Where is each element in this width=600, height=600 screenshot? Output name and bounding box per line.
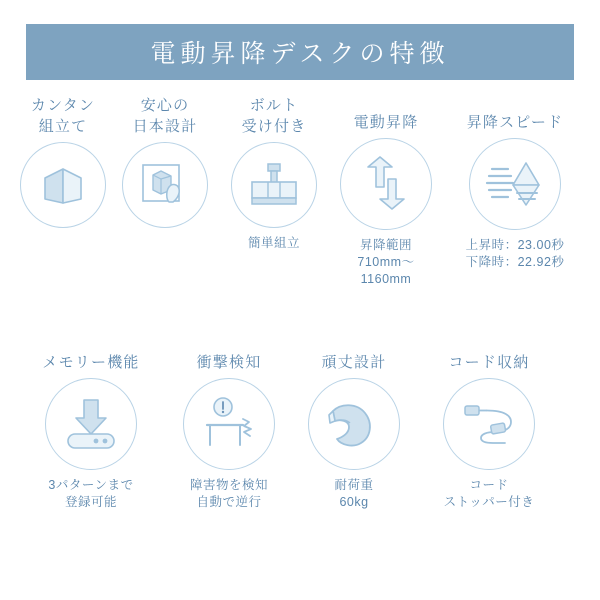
feature-caption-line1: 3パターンまで bbox=[48, 478, 134, 492]
feature-label-line1: 電動昇降 bbox=[353, 114, 419, 131]
feature-label-line1: カンタン bbox=[30, 97, 96, 114]
feature-caption-line2: ストッパー付き bbox=[443, 495, 535, 509]
feature-label-line1: 頑丈設計 bbox=[321, 354, 387, 371]
feature-icon-circle bbox=[183, 378, 275, 470]
feature-caption-line2: 登録可能 bbox=[64, 495, 117, 509]
feature-label-line1: 安心の bbox=[140, 97, 190, 114]
feature-caption-line2: 60kg bbox=[339, 495, 369, 509]
feature-caption-line1: コード bbox=[469, 478, 509, 492]
feature-label-line2: 組立て bbox=[38, 118, 88, 135]
box-design-icon bbox=[136, 157, 194, 213]
feature-label-line2: 日本設計 bbox=[132, 118, 198, 135]
feature-icon-circle bbox=[45, 378, 137, 470]
feature-label-line1: コード収納 bbox=[448, 354, 530, 371]
feature-collision-detection bbox=[168, 352, 290, 511]
feature-easy-assembly bbox=[8, 95, 118, 228]
speed-arrows-icon bbox=[484, 155, 546, 213]
up-down-arrow-icon bbox=[358, 153, 414, 215]
feature-japanese-design bbox=[110, 95, 220, 228]
feature-label-line1: 昇降スピード bbox=[466, 114, 564, 131]
feature-caption-line3: 1160mm bbox=[360, 272, 412, 286]
feature-icon-circle bbox=[443, 378, 535, 470]
feature-caption-line1: 上昇時：23.00秒 bbox=[465, 238, 565, 252]
cable-storage-icon bbox=[457, 396, 521, 452]
feature-lift-speed bbox=[452, 112, 578, 271]
collision-detect-icon bbox=[197, 395, 261, 453]
folded-board-icon bbox=[37, 159, 89, 211]
feature-caption-line2: 710mm〜 bbox=[357, 255, 415, 269]
feature-bolt-receiver bbox=[218, 95, 330, 252]
feature-icon-circle bbox=[20, 142, 106, 228]
feature-label-line1: メモリー機能 bbox=[42, 354, 140, 371]
feature-label-line1: 衝撃検知 bbox=[196, 354, 262, 371]
feature-icon-circle bbox=[469, 138, 561, 230]
feature-electric-lift bbox=[330, 112, 442, 288]
feature-label-line2: 受け付き bbox=[241, 118, 307, 135]
feature-caption-line2: 下降時：22.92秒 bbox=[465, 255, 565, 269]
page-title: 電動昇降デスクの特徴 bbox=[150, 40, 450, 68]
feature-durable-design bbox=[296, 352, 412, 511]
strong-arm-icon bbox=[323, 395, 385, 453]
feature-caption: 簡単組立 bbox=[247, 236, 300, 250]
feature-icon-circle bbox=[340, 138, 432, 230]
feature-caption-line2: 自動で逆行 bbox=[196, 495, 262, 509]
feature-caption-line1: 障害物を検知 bbox=[189, 478, 268, 492]
feature-icon-circle bbox=[231, 142, 317, 228]
memory-panel-icon bbox=[60, 394, 122, 454]
feature-memory-function bbox=[20, 352, 162, 511]
bolt-receiver-icon bbox=[246, 158, 302, 212]
feature-label-line1: ボルト bbox=[249, 97, 299, 114]
feature-icon-circle bbox=[122, 142, 208, 228]
feature-caption-line1: 昇降範囲 bbox=[359, 238, 412, 252]
page-title-banner bbox=[26, 24, 574, 80]
feature-icon-circle bbox=[308, 378, 400, 470]
feature-cable-storage bbox=[418, 352, 560, 511]
feature-caption-line1: 耐荷重 bbox=[334, 478, 374, 492]
